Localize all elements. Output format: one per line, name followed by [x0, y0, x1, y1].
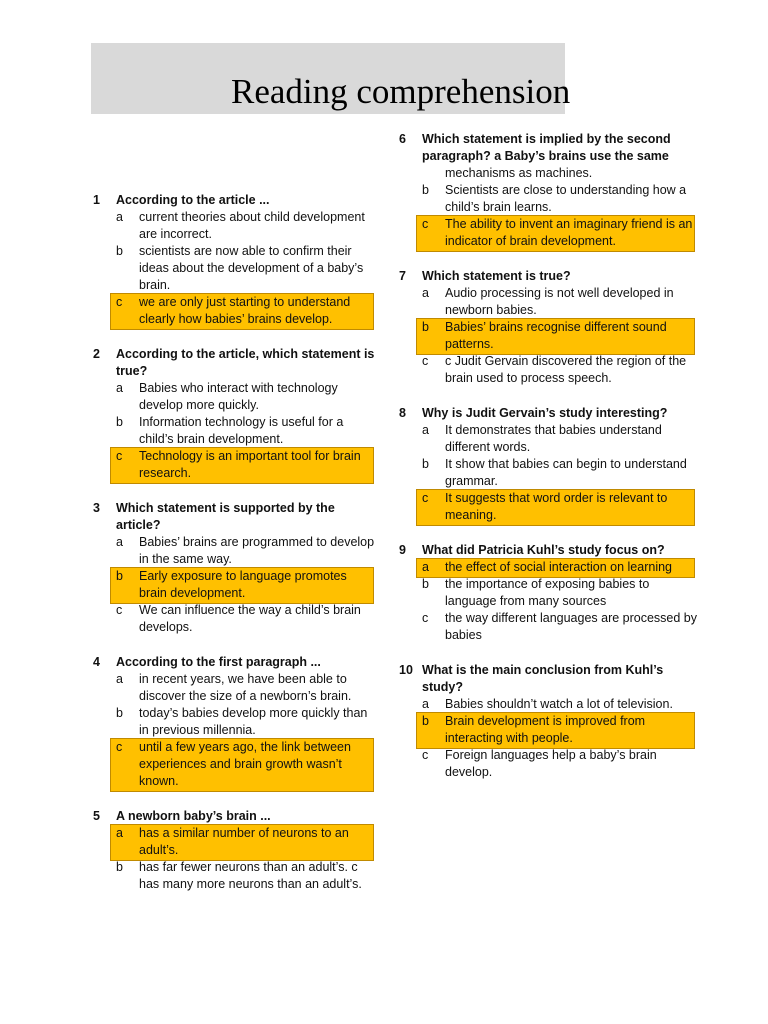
answer-option-highlighted [93, 294, 378, 328]
answer-option [93, 859, 378, 893]
answer-option [93, 380, 378, 414]
question-text: Which statement is supported by the article? [116, 501, 335, 532]
answer-option [399, 576, 699, 610]
option-text: current theories about child development are incorrect. [139, 210, 365, 241]
option-text: Technology is an important tool for brain research. [139, 449, 361, 480]
option-text: Information technology is useful for a child’s brain development. [139, 415, 344, 446]
option-text: It suggests that word order is relevant to meaning. [445, 491, 668, 522]
question-9 [399, 542, 699, 644]
question-text: According to the article ... [116, 193, 270, 207]
option-text: Babies’ brains are programmed to develop in the same way. [139, 535, 375, 566]
answer-option [399, 353, 699, 387]
question-text: According to the article, which statement is true? [116, 347, 375, 378]
option-text: has far fewer neurons than an adult’s. c has many more neurons than an adult’s. [139, 860, 362, 891]
option-letter: b [422, 320, 429, 334]
answer-option [93, 534, 378, 568]
option-text: today’s babies develop more quickly than in previous millennia. [139, 706, 368, 737]
question-8 [399, 405, 699, 524]
option-letter: c [422, 354, 429, 368]
question-stem [399, 405, 699, 422]
option-text: Babies’ brains recognise different sound patterns. [445, 320, 667, 351]
option-letter: a [422, 286, 429, 300]
option-text: scientists are now able to confirm their ideas about the development of a baby’s brain. [139, 244, 364, 292]
option-letter: c [422, 748, 429, 762]
answer-option [93, 602, 378, 636]
option-text: Babies shouldn’t watch a lot of television. [445, 697, 673, 711]
option-letter: c [422, 611, 429, 625]
option-letter: b [422, 457, 429, 471]
option-letter: b [116, 244, 123, 258]
question-number: 3 [93, 501, 100, 515]
answer-option-highlighted [399, 490, 699, 524]
answer-option [399, 456, 699, 490]
answer-option [399, 747, 699, 781]
option-letter: c [116, 603, 123, 617]
question-text: According to the first paragraph ... [116, 655, 321, 669]
question-number: 6 [399, 132, 406, 146]
option-text: has a similar number of neurons to an adult’s. [139, 826, 349, 857]
question-10 [399, 662, 699, 781]
question-stem [93, 654, 378, 671]
option-letter: a [422, 423, 429, 437]
question-stem [93, 192, 378, 209]
answer-option-highlighted [399, 713, 699, 747]
option-text: mechanisms as machines. [445, 166, 593, 180]
answer-option-highlighted [399, 559, 699, 576]
option-letter: c [116, 449, 123, 463]
answer-option [93, 414, 378, 448]
option-letter: b [422, 577, 429, 591]
question-text: What is the main conclusion from Kuhl’s study? [422, 663, 664, 694]
question-2 [93, 346, 378, 482]
option-letter: b [116, 860, 123, 874]
option-letter: b [116, 569, 123, 583]
answer-option-highlighted [93, 448, 378, 482]
option-text: c Judit Gervain discovered the region of the brain used to process speech. [445, 354, 687, 385]
answer-option [399, 696, 699, 713]
option-text: the importance of exposing babies to language from many sources [445, 577, 650, 608]
question-stem [399, 268, 699, 285]
answer-option-highlighted [399, 319, 699, 353]
question-number: 8 [399, 406, 406, 420]
question-number: 4 [93, 655, 100, 669]
option-text: It show that babies can begin to understand grammar. [445, 457, 687, 488]
option-text: until a few years ago, the link between experiences and brain growth wasn’t known. [139, 740, 351, 788]
page-title: Reading comprehension [231, 72, 571, 111]
answer-option [399, 285, 699, 319]
answer-option [399, 422, 699, 456]
answer-option [93, 243, 378, 294]
option-text: Scientists are close to understanding how a child’s brain learns. [445, 183, 687, 214]
option-text: It demonstrates that babies understand different words. [445, 423, 662, 454]
option-text: Early exposure to language promotes brain development. [139, 569, 347, 600]
question-stem [399, 542, 699, 559]
option-text: we are only just starting to understand clearly how babies’ brains develop. [139, 295, 351, 326]
question-stem [399, 131, 699, 165]
answer-option [399, 610, 699, 644]
answer-option [399, 165, 699, 182]
option-letter: c [422, 217, 429, 231]
question-number: 9 [399, 543, 406, 557]
question-number: 2 [93, 347, 100, 361]
question-number: 10 [399, 663, 413, 677]
option-letter: a [116, 826, 123, 840]
question-stem [93, 346, 378, 380]
option-text: the effect of social interaction on learning [445, 560, 672, 574]
answer-option [399, 182, 699, 216]
questions-column-left [93, 192, 378, 911]
question-4 [93, 654, 378, 790]
option-text: Babies who interact with technology develop more quickly. [139, 381, 338, 412]
question-3 [93, 500, 378, 636]
answer-option [93, 209, 378, 243]
option-letter: c [116, 295, 123, 309]
question-text: Which statement is implied by the second paragraph? a Baby’s brains use the same [422, 132, 671, 163]
option-text: The ability to invent an imaginary friend is an indicator of brain development. [445, 217, 693, 248]
option-letter: a [422, 697, 429, 711]
answer-option [93, 671, 378, 705]
question-6 [399, 131, 699, 250]
question-5 [93, 808, 378, 893]
question-number: 1 [93, 193, 100, 207]
question-stem [93, 500, 378, 534]
question-number: 7 [399, 269, 406, 283]
option-letter: a [116, 672, 123, 686]
question-number: 5 [93, 809, 100, 823]
option-text: Brain development is improved from interacting with people. [445, 714, 646, 745]
option-letter: b [116, 415, 123, 429]
option-letter: a [116, 535, 123, 549]
question-text: A newborn baby’s brain ... [116, 809, 271, 823]
option-text: Foreign languages help a baby’s brain develop. [445, 748, 657, 779]
option-text: We can influence the way a child’s brain develops. [139, 603, 361, 634]
option-text: the way different languages are processed by babies [445, 611, 698, 642]
question-stem [399, 662, 699, 696]
option-letter: c [422, 491, 429, 505]
option-letter: a [422, 560, 429, 574]
question-text: Why is Judit Gervain’s study interesting? [422, 406, 668, 420]
answer-option-highlighted [399, 216, 699, 250]
option-letter: c [116, 740, 123, 754]
option-letter: a [116, 210, 123, 224]
questions-column-right [399, 131, 699, 799]
option-letter: b [422, 714, 429, 728]
option-letter: b [116, 706, 123, 720]
question-stem [93, 808, 378, 825]
question-text: Which statement is true? [422, 269, 571, 283]
question-1 [93, 192, 378, 328]
option-text: in recent years, we have been able to discover the size of a newborn’s brain. [139, 672, 352, 703]
answer-option [93, 705, 378, 739]
question-7 [399, 268, 699, 387]
option-letter: a [116, 381, 123, 395]
answer-option-highlighted [93, 825, 378, 859]
question-text: What did Patricia Kuhl’s study focus on? [422, 543, 665, 557]
answer-option-highlighted [93, 568, 378, 602]
option-letter: b [422, 183, 429, 197]
option-text: Audio processing is not well developed in newborn babies. [445, 286, 674, 317]
answer-option-highlighted [93, 739, 378, 790]
